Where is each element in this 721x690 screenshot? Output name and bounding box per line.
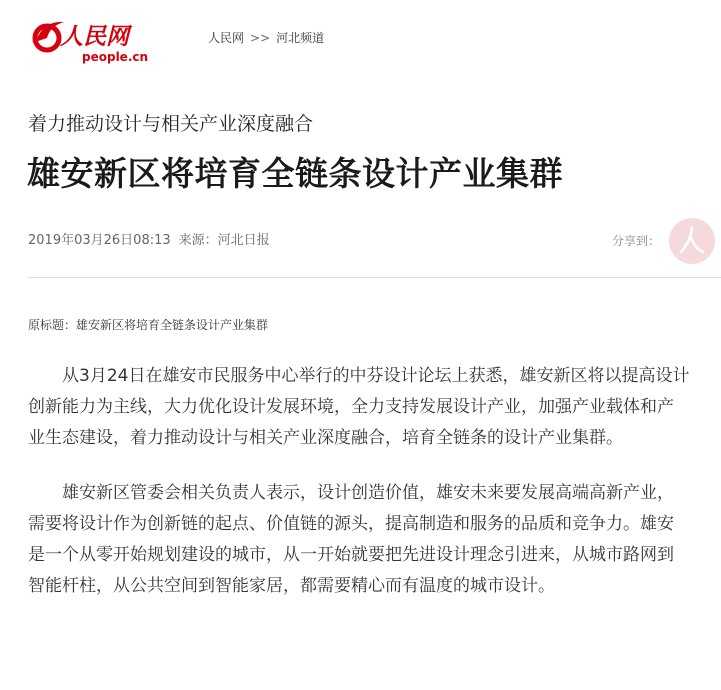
original-title: 原标题：雄安新区将培育全链条设计产业集群 [28, 318, 269, 332]
article-body [28, 361, 690, 626]
breadcrumb-home-link[interactable]: 人民网 [208, 31, 245, 45]
article-paragraph: 雄安新区管委会相关负责人表示，设计创造价值，雄安未来要发展高端高新产业，需要将设计作为创新链的起点、价值链的源头，提高制造和服务的品质和竞争力。雄安是一个从零开始规划建设的城市，从一开始就要把先进设计理念引进来，从城市路网到智能杆柱，从公共空间到智能家居，都需要精心而有温度的城市设计。 [28, 483, 674, 596]
people-share-icon[interactable] [669, 218, 715, 264]
site-header [0, 0, 721, 80]
article-title: 雄安新区将培育全链条设计产业集群 [27, 154, 563, 193]
logo-text: 人民网 [60, 23, 129, 50]
share-label: 分享到： [612, 234, 661, 248]
header-divider [28, 277, 721, 278]
breadcrumb-separator: >> [250, 31, 271, 45]
logo-domain: people.cn [82, 50, 149, 64]
publish-date: 2019年03月26日08:13 [28, 233, 171, 248]
people-daily-logo[interactable] [30, 14, 160, 66]
article-paragraph: 从3月24日在雄安市民服务中心举行的中芬设计论坛上获悉，雄安新区将以提高设计创新能力为主线，大力优化设计发展环境，全力支持发展设计产业，加强产业载体和产业生态建设，着力推动设计与相关产业深度融合，培育全链条的设计产业集群。 [28, 366, 690, 448]
breadcrumb [208, 29, 324, 47]
article-source: 来源：河北日报 [178, 233, 270, 248]
article-meta [28, 232, 270, 250]
article-subtitle: 着力推动设计与相关产业深度融合 [28, 113, 314, 135]
breadcrumb-channel-link[interactable]: 河北频道 [276, 31, 325, 45]
